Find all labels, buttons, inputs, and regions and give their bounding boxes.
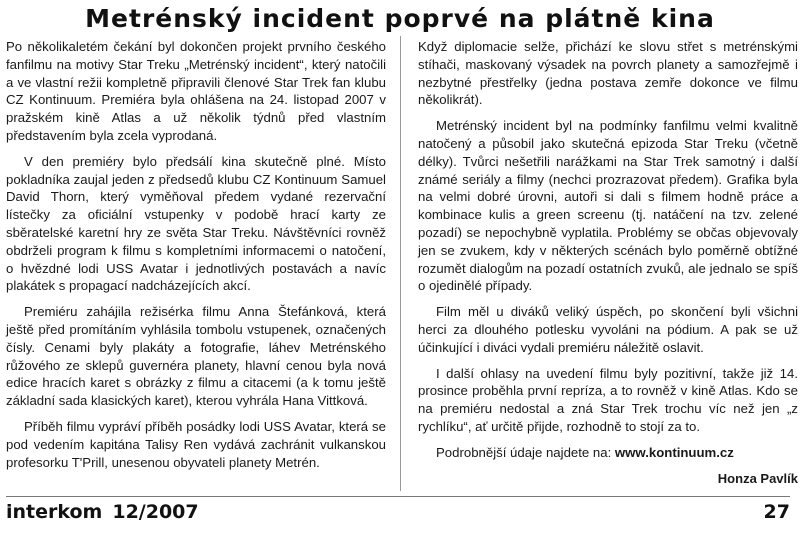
issue-number: 12/2007: [112, 501, 199, 523]
article-title: Metrénský incident poprvé na plátně kina: [85, 4, 715, 33]
magazine-name: interkom: [6, 501, 103, 523]
page-number: 27: [763, 501, 790, 523]
paragraph: Metrénský incident byl na podmínky fanfilmu velmi kvalitně natočený a působil jako skutečná epizoda Star Treku (včetně délky). Tvůrci nešetřili narážkami na Star Trek samotný i další známé seriály a filmy (nechci prozrazovat předem). Grafika byla na velmi dobré úrovni, autoři si dali s filmem hodně práce a kombinace kulis a green screenu (tj. natáčení na tzv. zelené pozadí) se nepochybně vyplatila. Problémy se občas objevovaly jen se zvukem, kdy v některých scénách bylo poměrně obtížné rozumět dialogům na pozadí ostatních zvuků, ale jednalo se spíš o ojedinělé případy.: [418, 118, 798, 294]
more-info-line: [418, 444, 798, 462]
paragraph: Příběh filmu vypráví příběh posádky lodi USS Avatar, která se pod vedením kapitána Talisy Ren vydává zachránit vulkanskou profesorku T'Prill, unesenou obyvateli planety Metrén.: [6, 418, 386, 470]
more-info-label: Podrobnější údaje najdete na:: [436, 444, 612, 460]
author-byline: Honza Pavlík: [717, 470, 798, 486]
paragraph: Po několikaletém čekání byl dokončen projekt prvního českého fanfilmu na motivy Star Treku „Metrénský incident“, který natočili a ve vlastní režii kompletně připravili členové Star Trek fan klubu CZ Kontinuum. Premiéra byla ohlášena na 24. listopad 2007 v pražském kině Atlas a už několik týdnů před vlastním představením byla zcela vyprodaná.: [6, 39, 386, 143]
right-column: [418, 38, 798, 487]
paragraph: Premiéru zahájila režisérka filmu Anna Štefánková, která ještě před promítáním vyhlásila tombolu vstupenek, označených čísly. Cenami byly plakáty a fotografie, láhev Metrénského růžového ze sklepů guvernéra planety, hlavní cenou byla nová edice hracích karet s obrázky z filmu a citacemi (a k tomu ještě základní sada klasických karet), kterou vyhrála Hana Vittková.: [6, 304, 386, 409]
website-link[interactable]: www.kontinuum.cz: [614, 444, 734, 460]
left-column: [6, 38, 386, 479]
footer-masthead: [6, 501, 199, 523]
column-divider: [400, 36, 401, 491]
paragraph: V den premiéry bylo předsálí kina skutečně plné. Místo pokladníka zaujal jeden z předsedů klubu CZ Kontinuum Samuel David Thorn, který vyměňoval předem vydané rezervační lístečky za oficiální vstupenky v podobě hrací karty ze sběratelské karetní hry ze světa Star Treku. Návštěvníci rovněž obdrželi program k filmu s kompletními informacemi o natočení, o hvězdné lodi USS Avatar i jednotlivých postavách a navíc plakátek s propagací nadcházejících akcí.: [6, 153, 386, 294]
footer-rule: [6, 496, 790, 497]
paragraph: Když diplomacie selže, přichází ke slovu střet s metrénskými stíhači, maskovaný výsadek na povrch planety a samozřejmě i nezbytné přestřelky (jedna postava zemře dokonce ve filmu několikrát).: [418, 39, 798, 108]
paragraph: I další ohlasy na uvedení filmu byly pozitivní, takže již 14. prosince proběhla první repríza, a to rovněž v kině Atlas. Kdo se na premiéru nedostal a zná Star Trek trochu víc než jen „z rychlíku“, ať určitě přijde, rozhodně to stojí za to.: [418, 365, 798, 434]
paragraph: Film měl u diváků veliký úspěch, po skončení byli všichni herci za dlouhého potlesku vyvoláni na pódium. A pak se už účinkující i diváci vydali premiéru náležitě oslavit.: [418, 304, 798, 355]
